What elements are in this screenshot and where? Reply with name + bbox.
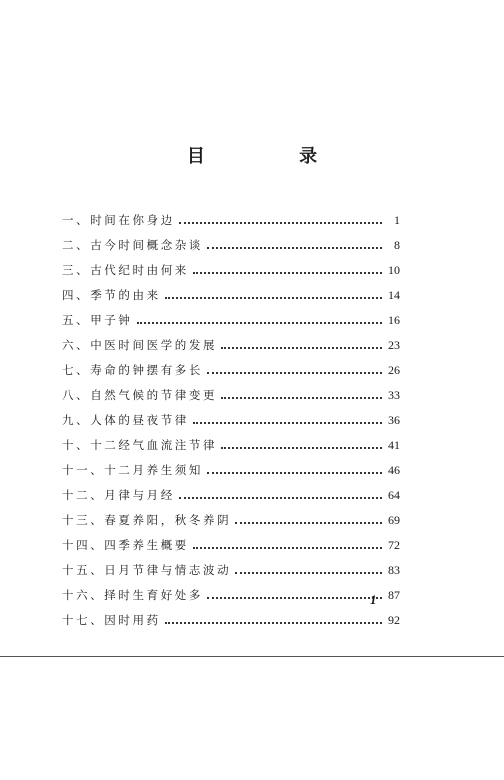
toc-entry-page: 92 (388, 613, 400, 627)
toc-entry[interactable] (62, 333, 400, 358)
toc-leader-dots (179, 222, 382, 224)
toc-entry-label: 十六、择时生育好处多 (62, 588, 203, 602)
page-title: 目 录 (186, 146, 362, 167)
toc-entry-label: 三、古代纪时由何来 (62, 263, 189, 277)
toc-entry-page: 14 (388, 288, 400, 302)
toc-entry[interactable] (62, 308, 400, 333)
toc-entry-page: 36 (388, 413, 400, 427)
toc-leader-dots (207, 597, 382, 599)
toc-entry-label: 六、中医时间医学的发展 (62, 338, 218, 352)
toc-entry-label: 十二、月律与月经 (62, 488, 175, 502)
toc-leader-dots (221, 447, 382, 449)
toc-entry-label: 十三、春夏养阳，秋冬养阴 (62, 513, 232, 527)
toc-leader-dots (165, 297, 382, 299)
toc-leader-dots (207, 372, 382, 374)
toc-leader-dots (207, 472, 382, 474)
toc-entry-page: 69 (388, 513, 400, 527)
toc-entry-page: 26 (388, 363, 400, 377)
toc-leader-dots (179, 497, 382, 499)
toc-entry-page: 46 (388, 463, 400, 477)
toc-entry-page: 10 (388, 263, 400, 277)
page-number: 1 (370, 592, 377, 607)
toc-entry[interactable] (62, 533, 400, 558)
toc-entry-label: 四、季节的由来 (62, 288, 161, 302)
toc-entry-label: 二、古今时间概念杂谈 (62, 238, 203, 252)
bottom-rule-divider (0, 656, 504, 657)
toc-entry-page: 1 (394, 213, 400, 227)
toc-leader-dots (193, 547, 382, 549)
toc-entry-label: 一、时间在你身边 (62, 213, 175, 227)
toc-entry-label: 十一、十二月养生须知 (62, 463, 203, 477)
toc-entry-page: 41 (388, 438, 400, 452)
toc-entry-page: 8 (394, 238, 400, 252)
toc-entry[interactable] (62, 233, 400, 258)
toc-entry[interactable] (62, 483, 400, 508)
toc-entry-label: 十七、因时用药 (62, 613, 161, 627)
toc-leader-dots (193, 272, 382, 274)
toc-entry[interactable] (62, 508, 400, 533)
toc-leader-dots (193, 422, 382, 424)
toc-entry[interactable] (62, 258, 400, 283)
toc-entry-label: 八、自然气候的节律变更 (62, 388, 218, 402)
toc-leader-dots (221, 347, 382, 349)
toc-entry-page: 33 (388, 388, 400, 402)
toc-entry-page: 23 (388, 338, 400, 352)
toc-entry-page: 16 (388, 313, 400, 327)
toc-entry[interactable] (62, 208, 400, 233)
toc-leader-dots (221, 397, 382, 399)
toc-entry[interactable] (62, 433, 400, 458)
toc-entry[interactable] (62, 358, 400, 383)
toc-entry[interactable] (62, 408, 400, 433)
table-of-contents (62, 208, 400, 633)
toc-leader-dots (165, 622, 382, 624)
toc-entry-label: 九、人体的昼夜节律 (62, 413, 189, 427)
toc-entry-label: 十、十二经气血流注节律 (62, 438, 218, 452)
toc-leader-dots (207, 247, 382, 249)
toc-entry[interactable] (62, 283, 400, 308)
toc-entry-page: 83 (388, 563, 400, 577)
toc-entry[interactable] (62, 608, 400, 633)
toc-leader-dots (235, 572, 382, 574)
toc-leader-dots (235, 522, 382, 524)
toc-entry-page: 87 (388, 588, 400, 602)
toc-entry-label: 十五、日月节律与情志波动 (62, 563, 232, 577)
toc-entry-label: 五、甲子钟 (62, 313, 133, 327)
toc-entry-page: 64 (388, 488, 400, 502)
toc-entry-label: 十四、四季养生概要 (62, 538, 189, 552)
toc-leader-dots (137, 322, 383, 324)
toc-entry[interactable] (62, 458, 400, 483)
toc-entry[interactable] (62, 558, 400, 583)
toc-entry[interactable] (62, 383, 400, 408)
toc-entry[interactable] (62, 583, 400, 608)
toc-entry-label: 七、寿命的钟摆有多长 (62, 363, 203, 377)
toc-entry-page: 72 (388, 538, 400, 552)
